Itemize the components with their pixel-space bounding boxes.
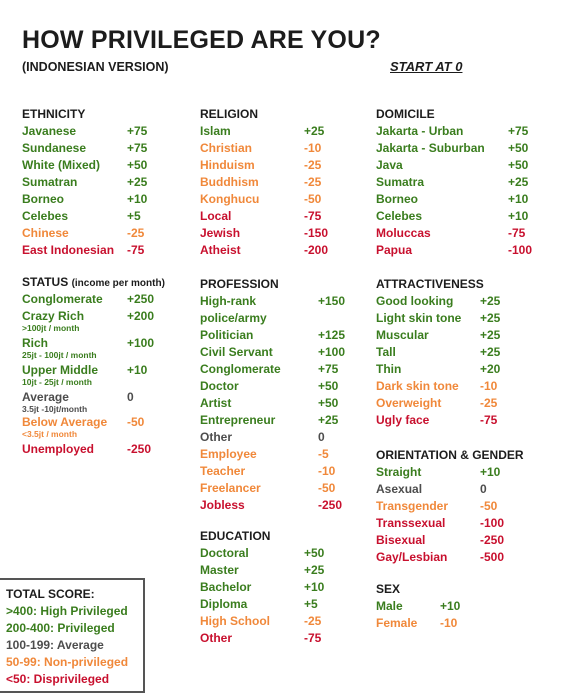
profession-item [200,446,355,463]
sex-item-value: -10 [440,616,458,630]
religion-section [200,106,350,259]
profession-item [200,344,355,361]
orientation-item-value: +10 [480,465,501,479]
domicile-item [376,225,566,242]
religion-item [200,174,350,191]
profession-item-label: Artist [200,396,232,410]
religion-item-value: -25 [304,175,322,189]
page-subtitle: (INDONESIAN VERSION) [22,60,169,74]
education-title [200,528,350,545]
ethnicity-item-value: -25 [127,226,145,240]
profession-section [200,276,355,514]
attractiveness-item-label: Thin [376,362,402,376]
sex-title-text: SEX [376,582,401,596]
profession-item [200,310,355,327]
religion-item-label: Local [200,209,232,223]
ethnicity-item-value: +75 [127,141,148,155]
profession-item-label: Teacher [200,464,246,478]
sex-section [376,581,496,632]
page-title: HOW PRIVILEGED ARE YOU? [22,26,381,54]
education-item [200,596,350,613]
profession-item-value: -50 [318,481,336,495]
education-item-value: +10 [304,580,325,594]
ethnicity-item [22,123,192,140]
orientation-title-text: ORIENTATION & GENDER [376,448,524,462]
domicile-item [376,242,566,259]
total-score-title: TOTAL SCORE: [6,587,95,601]
attractiveness-item [376,310,566,327]
religion-item-label: Hinduism [200,158,255,172]
ethnicity-item [22,208,192,225]
ethnicity-item-label: Borneo [22,192,64,206]
attractiveness-item-label: Ugly face [376,413,430,427]
religion-item-value: -10 [304,141,322,155]
attractiveness-item [376,412,566,429]
ethnicity-item-label: Chinese [22,226,69,240]
status-item [22,441,192,458]
ethnicity-section [22,106,192,259]
status-item [22,414,192,441]
ethnicity-item [22,191,192,208]
profession-item [200,395,355,412]
profession-item-value: +50 [318,379,339,393]
status-item-note: <3.5jt / month [22,429,78,439]
status-item [22,335,192,362]
religion-item-label: Atheist [200,243,241,257]
education-section [200,528,350,647]
total-score-box [0,578,145,693]
ethnicity-item-value: -75 [127,243,145,257]
domicile-item-label: Java [376,158,403,172]
status-item-note: 10jt - 25jt / month [22,377,92,387]
attractiveness-item [376,378,566,395]
religion-item [200,123,350,140]
status-item-label: Crazy Rich [22,309,85,323]
status-item-label: Upper Middle [22,363,99,377]
religion-item [200,242,350,259]
status-title [22,274,192,291]
education-item-label: Bachelor [200,580,252,594]
ethnicity-item-label: Sundanese [22,141,87,155]
domicile-item-label: Sumatra [376,175,425,189]
ethnicity-item-label: East Indonesian [22,243,115,257]
total-score-line: 50-99: Non-privileged [6,655,129,669]
religion-item-value: +25 [304,124,325,138]
education-item-value: +25 [304,563,325,577]
education-item [200,579,350,596]
religion-item-label: Buddhism [200,175,259,189]
profession-item-value: -10 [318,464,336,478]
attractiveness-item-label: Good looking [376,294,454,308]
status-item [22,362,192,389]
orientation-item-value: -250 [480,533,505,547]
orientation-gender-section [376,447,566,566]
ethnicity-item [22,157,192,174]
profession-item-value: +25 [318,413,339,427]
start-note: START AT 0 [390,59,463,74]
orientation-item [376,498,566,515]
attractiveness-item-label: Muscular [376,328,429,342]
religion-item-label: Jewish [200,226,241,240]
religion-title-text: RELIGION [200,107,259,121]
ethnicity-item [22,140,192,157]
religion-item-value: -200 [304,243,329,257]
profession-item-value: -5 [318,447,329,461]
total-score-line: >400: High Privileged [6,604,128,618]
profession-item [200,463,355,480]
profession-item-label: Civil Servant [200,345,273,359]
domicile-item [376,157,566,174]
attractiveness-item-value: +25 [480,294,501,308]
status-item-label: Below Average [22,415,108,429]
attractiveness-item [376,344,566,361]
status-title-note: (income per month) [71,278,165,289]
orientation-item-label: Gay/Lesbian [376,550,448,564]
status-item-label: Conglomerate [22,292,103,306]
religion-item-label: Islam [200,124,231,138]
profession-item-value: -250 [318,498,343,512]
religion-item-value: -50 [304,192,322,206]
status-item-value: +100 [127,336,155,350]
orientation-item-value: -50 [480,499,498,513]
profession-item [200,429,355,446]
orientation-item-label: Transsexual [376,516,446,530]
orientation-item-value: -500 [480,550,505,564]
religion-item-value: -150 [304,226,329,240]
ethnicity-item-value: +10 [127,192,148,206]
education-item-label: Other [200,631,233,645]
education-item-label: Master [200,563,239,577]
status-item [22,389,192,414]
domicile-item-label: Borneo [376,192,418,206]
domicile-item-value: +50 [508,141,529,155]
status-section [22,274,192,458]
domicile-item-value: +10 [508,209,529,223]
orientation-item [376,532,566,549]
status-item-note: 3.5jt -10jt/month [22,404,88,414]
religion-item-value: -25 [304,158,322,172]
education-item [200,562,350,579]
total-score-line: 100-199: Average [6,638,104,652]
domicile-item-value: +10 [508,192,529,206]
attractiveness-item-value: -25 [480,396,498,410]
education-item-value: -25 [304,614,322,628]
ethnicity-item [22,174,192,191]
profession-item-label: Doctor [200,379,239,393]
status-item [22,291,192,308]
ethnicity-item-label: Sumatran [22,175,78,189]
education-item [200,630,350,647]
orientation-item-value: 0 [480,482,487,496]
profession-item [200,361,355,378]
profession-item-value: +50 [318,396,339,410]
religion-item [200,225,350,242]
profession-title [200,276,355,293]
attractiveness-item [376,361,566,378]
education-item-label: High School [200,614,270,628]
ethnicity-item [22,242,192,259]
orientation-item-label: Transgender [376,499,449,513]
domicile-title [376,106,566,123]
attractiveness-item [376,395,566,412]
domicile-item [376,174,566,191]
status-item-value: -250 [127,442,152,456]
orientation-item [376,515,566,532]
status-item-note: >100jt / month [22,323,80,333]
religion-item-label: Christian [200,141,253,155]
orientation-item [376,464,566,481]
attractiveness-item [376,293,566,310]
religion-item-value: -75 [304,209,322,223]
status-item-value: -50 [127,415,145,429]
sex-item-value: +10 [440,599,461,613]
profession-item-label: Jobless [200,498,245,512]
domicile-item-value: +50 [508,158,529,172]
profession-item-label: Conglomerate [200,362,281,376]
education-item-label: Doctoral [200,546,249,560]
profession-item-label: police/army [200,311,267,325]
domicile-item-value: -75 [508,226,526,240]
domicile-item [376,140,566,157]
domicile-item-value: -100 [508,243,533,257]
attractiveness-item-value: +25 [480,345,501,359]
profession-item [200,412,355,429]
attractiveness-item-label: Overweight [376,396,442,410]
ethnicity-item-label: Javanese [22,124,77,138]
total-score-line: <50: Disprivileged [6,672,110,686]
domicile-item-label: Papua [376,243,413,257]
profession-item-value: +150 [318,294,346,308]
profession-item-label: High-rank [200,294,257,308]
attractiveness-item [376,327,566,344]
domicile-item [376,208,566,225]
domicile-item-label: Moluccas [376,226,431,240]
ethnicity-item-value: +5 [127,209,141,223]
attractiveness-item-label: Light skin tone [376,311,462,325]
status-title-text: STATUS [22,275,69,289]
attractiveness-section [376,276,566,429]
profession-item-label: Other [200,430,233,444]
education-item-value: +50 [304,546,325,560]
orientation-item-label: Bisexual [376,533,426,547]
religion-item [200,140,350,157]
domicile-title-text: DOMICILE [376,107,435,121]
sex-item-label: Female [376,616,418,630]
education-item [200,613,350,630]
status-item [22,308,192,335]
attractiveness-item-value: +20 [480,362,501,376]
domicile-item-label: Celebes [376,209,423,223]
profession-item [200,293,355,310]
attractiveness-item-value: +25 [480,311,501,325]
status-item-value: 0 [127,390,134,404]
ethnicity-item-value: +75 [127,124,148,138]
attractiveness-title [376,276,566,293]
sex-item [376,598,496,615]
ethnicity-item-label: Celebes [22,209,69,223]
attractiveness-item-value: -10 [480,379,498,393]
sex-title [376,581,496,598]
status-item-value: +200 [127,309,155,323]
education-item-value: +5 [304,597,318,611]
profession-item-value: 0 [318,430,325,444]
religion-item [200,191,350,208]
attractiveness-item-label: Tall [376,345,396,359]
profession-item-value: +125 [318,328,346,342]
education-title-text: EDUCATION [200,529,271,543]
profession-item [200,480,355,497]
ethnicity-item-value: +50 [127,158,148,172]
status-item-label: Unemployed [22,442,95,456]
ethnicity-title [22,106,192,123]
ethnicity-item-label: White (Mixed) [22,158,100,172]
total-score-line: 200-400: Privileged [6,621,115,635]
domicile-item-value: +75 [508,124,529,138]
orientation-item [376,481,566,498]
domicile-item-value: +25 [508,175,529,189]
ethnicity-item [22,225,192,242]
domicile-item-label: Jakarta - Suburban [376,141,485,155]
religion-item-label: Konghucu [200,192,260,206]
profession-item-label: Politician [200,328,254,342]
profession-item [200,327,355,344]
profession-item-value: +100 [318,345,346,359]
orientation-title [376,447,566,464]
education-item [200,545,350,562]
domicile-item [376,123,566,140]
ethnicity-title-text: ETHNICITY [22,107,86,121]
sex-item-label: Male [376,599,403,613]
profession-title-text: PROFESSION [200,277,279,291]
religion-item [200,157,350,174]
orientation-item [376,549,566,566]
domicile-item-label: Jakarta - Urban [376,124,464,138]
attractiveness-item-value: -75 [480,413,498,427]
status-item-label: Average [22,390,69,404]
status-item-value: +10 [127,363,148,377]
ethnicity-item-value: +25 [127,175,148,189]
orientation-item-label: Asexual [376,482,423,496]
religion-item [200,208,350,225]
education-item-label: Diploma [200,597,248,611]
education-item-value: -75 [304,631,322,645]
status-item-value: +250 [127,292,155,306]
orientation-item-value: -100 [480,516,505,530]
attractiveness-item-label: Dark skin tone [376,379,459,393]
domicile-item [376,191,566,208]
profession-item [200,378,355,395]
profession-item-value: +75 [318,362,339,376]
profession-item-label: Employee [200,447,257,461]
domicile-section [376,106,566,259]
religion-title [200,106,350,123]
sex-item [376,615,496,632]
profession-item-label: Entrepreneur [200,413,276,427]
status-item-label: Rich [22,336,49,350]
attractiveness-title-text: ATTRACTIVENESS [376,277,484,291]
profession-item [200,497,355,514]
attractiveness-item-value: +25 [480,328,501,342]
profession-item-label: Freelancer [200,481,261,495]
status-item-note: 25jt - 100jt / month [22,350,97,360]
orientation-item-label: Straight [376,465,422,479]
